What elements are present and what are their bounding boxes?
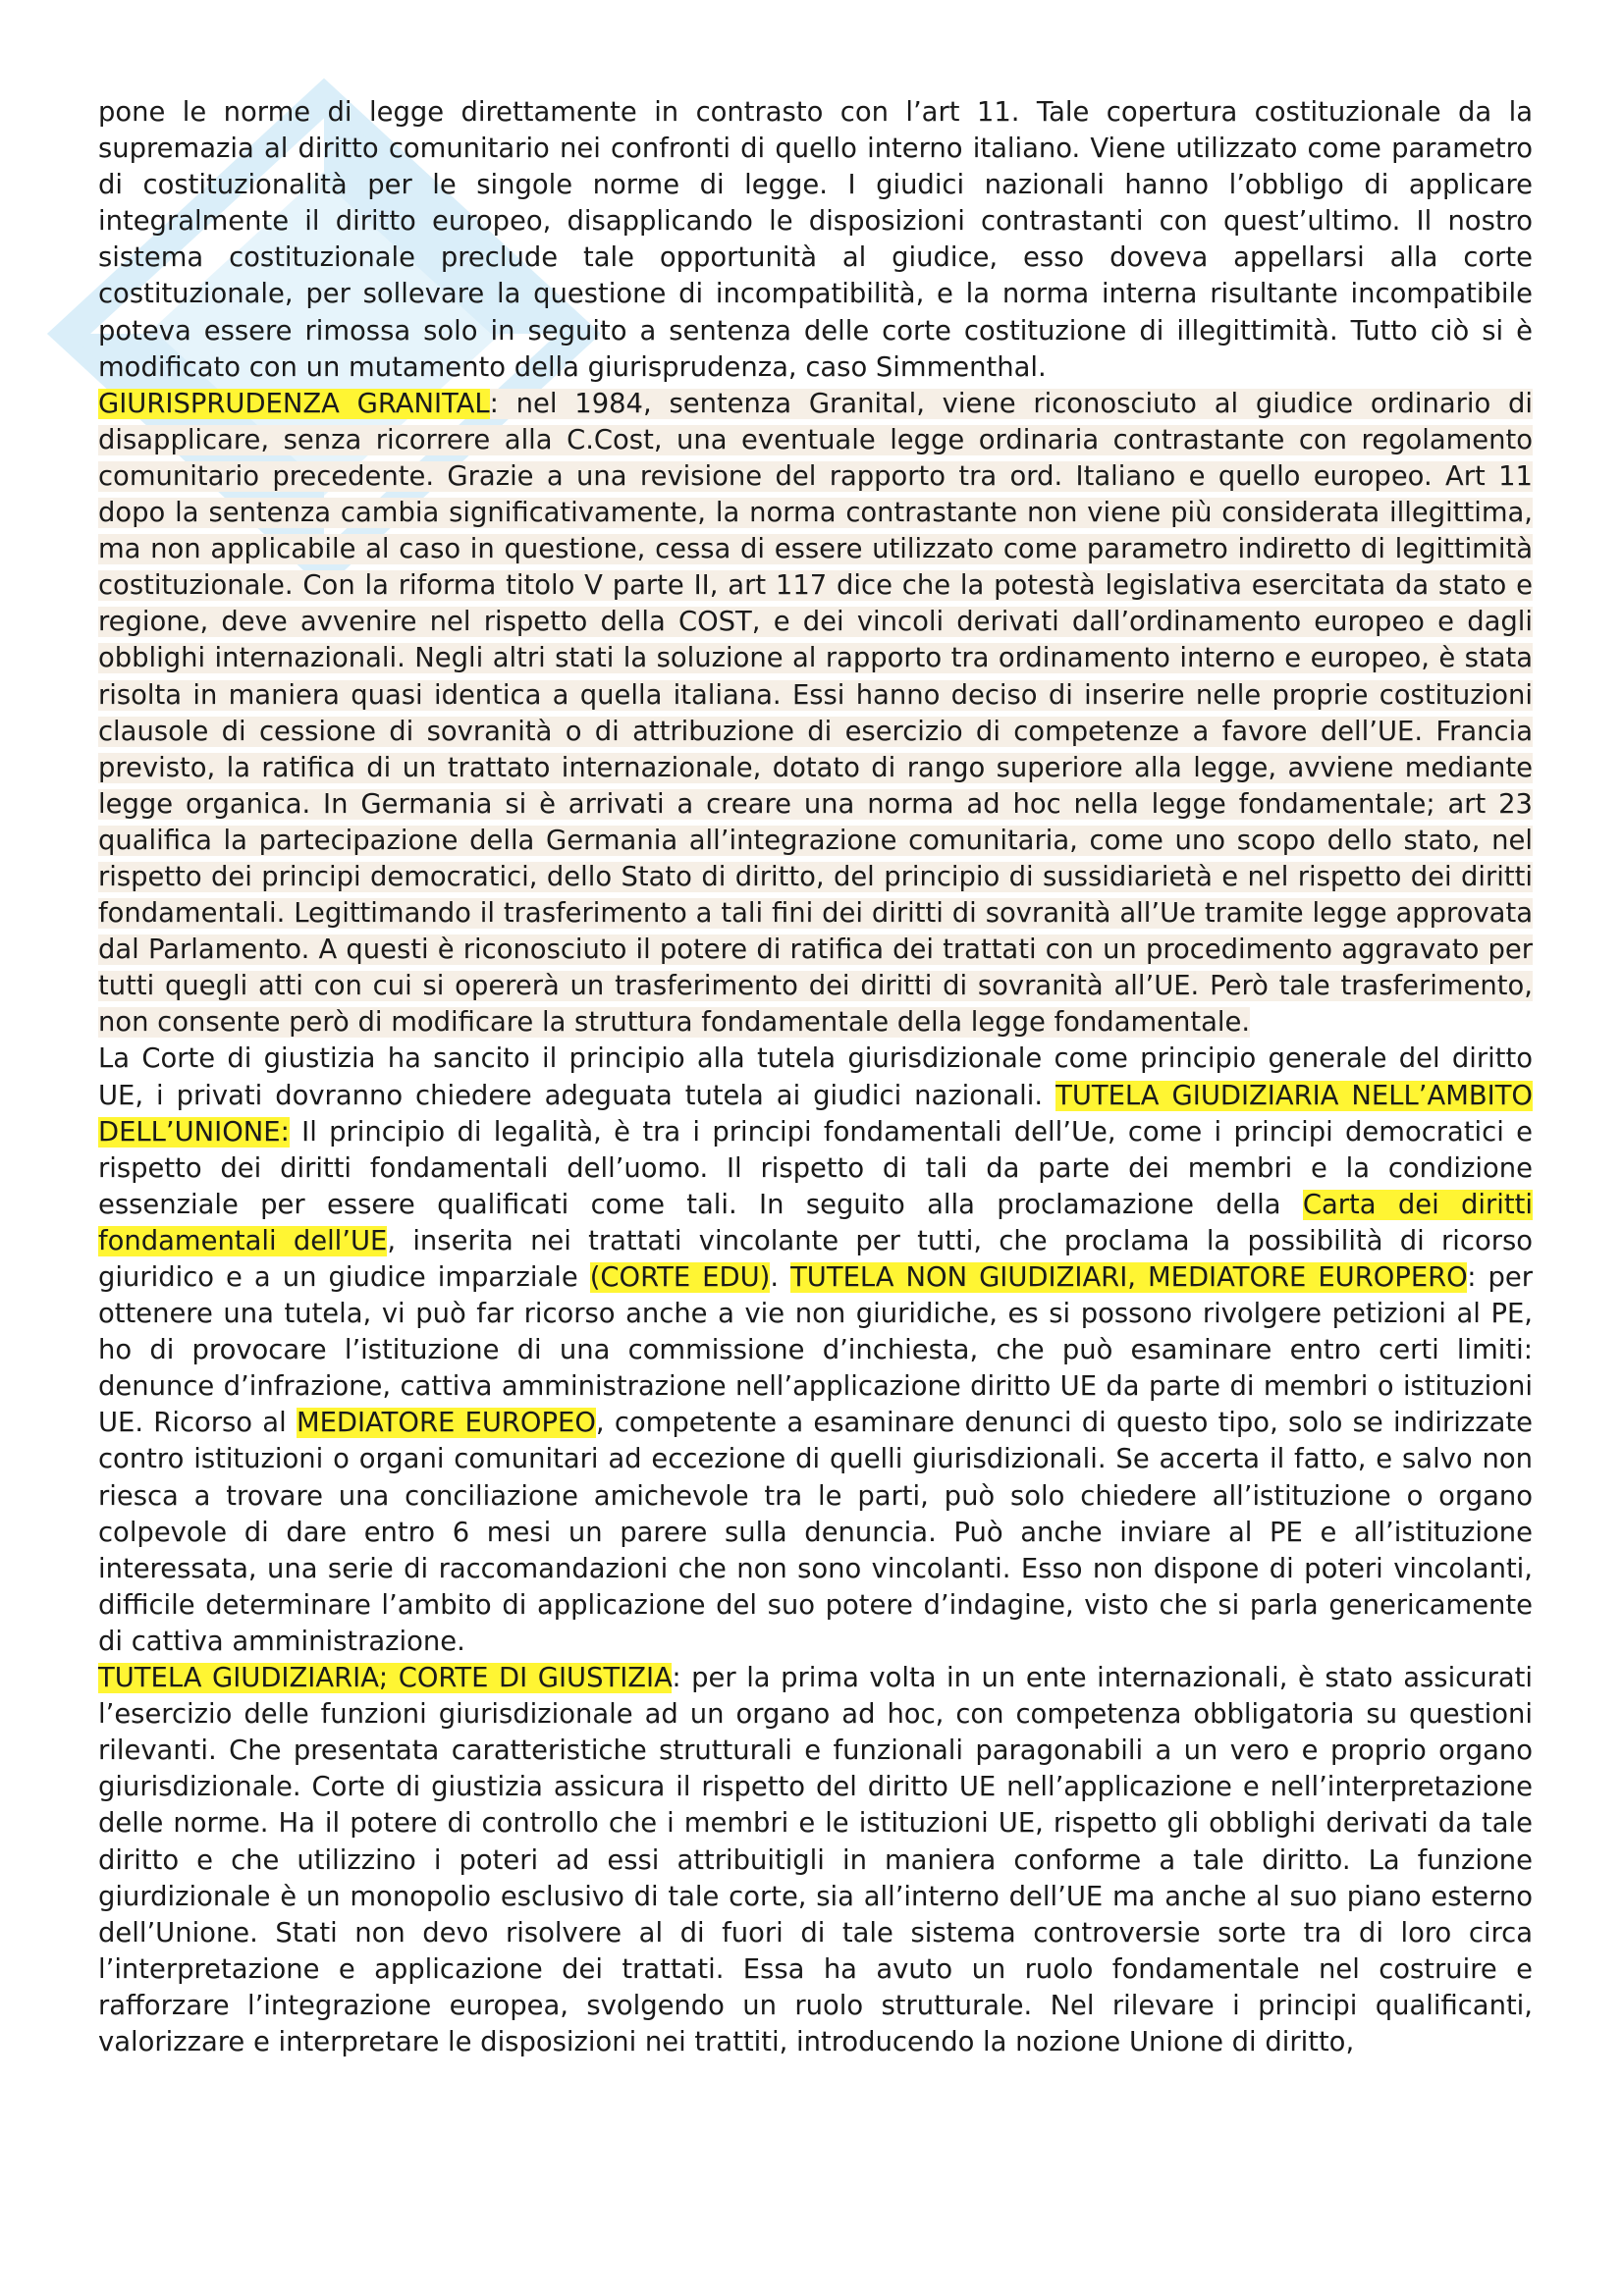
paragraph	[98, 386, 1533, 1041]
text-run: , inserita nei trattati vincolante per tutti, che proclama la possibilità di ricorso giuridico e a un giudice imparziale	[98, 1225, 1534, 1293]
text-run: : per la prima volta in un ente internazionali, è stato assicurati l’esercizio delle funzioni giurisdizionale ad un organo ad hoc, con competenza obbligatoria su questioni rilevanti. Che presentata caratteristiche strutturali e funzionali paragonabili a un vero e proprio organo giurisdizionale. Corte di giustizia assicura il rispetto del diritto UE nell’applicazione e nell’interpretazione delle norme. Ha il potere di controllo che i membri e le istituzioni UE, rispetto gli obblighi derivati da tale diritto e che utilizzino i poteri ad essi attribuitigli in maniera conforme a tale diritto. La funzione giurdizionale è un monopolio esclusivo di tale corte, sia all’interno dell’UE ma anche al suo piano esterno dell’Unione. Stati non devo risolvere al di fuori di tale sistema controversie sorte tra di loro circa l’interpretazione e applicazione dei trattati. Essa ha avuto un ruolo fondamentale nel costruire e rafforzare l’integrazione europea, svolgendo un ruolo strutturale. Nel rilevare i principi qualificanti, valorizzare e interpretare le disposizioni nei trattiti, introducendo la nozione Unione di diritto,	[98, 1663, 1533, 2057]
text-run: : per ottenere una tutela, vi può far ricorso anche a vie non giuridiche, es si possono rivolgere petizioni al PE, ho di provocare l’istituzione di una commissione d’inchiesta, che può esaminare entro certi limiti: denunce d’infrazione, cattiva amministrazione nell’applicazione diritto UE da parte di membri o istituzioni UE. Ricorso al	[98, 1262, 1533, 1439]
highlighted-heading: MEDIATORE EUROPEO	[296, 1408, 596, 1439]
highlighted-passage: : nel 1984, sentenza Granital, viene riconosciuto al giudice ordinario di disapplicare, senza ricorrere alla C.Cost, una eventuale legge ordinaria contrastante con regolamento comunitario precedente. Grazie a una revisione del rapporto tra ord. Italiano e quello europeo. Art 11 dopo la sentenza cambia significativamente, la norma contrastante non viene più considerata illegittima, ma non applicabile al caso in questione, cessa di essere utilizzato come parametro indiretto di legittimità costituzionale. Con la riforma titolo V parte II, art 117 dice che la potestà legislativa esercitata da stato e regione, deve avvenire nel rispetto della COST, e dei vincoli derivati dall’ordinamento europeo e dagli obblighi internazionali. Negli altri stati la soluzione al rapporto tra ordinamento interno e europeo, è stata risolta in maniera quasi identica a quella italiana. Essi hanno deciso di inserire nelle proprie costituzioni clausole di cessione di sovranità o di attribuzione di esercizio di competenze a favore dell’UE. Francia previsto, la ratifica di un trattato internazionale, dotato di rango superiore alla legge, avviene mediante legge organica. In Germania si è arrivati a creare una norma ad hoc nella legge fondamentale; art 23 qualifica la partecipazione della Germania all’integrazione comunitaria, come uno scopo dello stato, nel rispetto dei principi democratici, dello Stato di diritto, del principio di sussidiarietà e nel rispetto dei diritti fondamentali. Legittimando il trasferimento a tali fini dei diritti di sovranità all’Ue tramite legge approvata dal Parlamento. A questi è riconosciuto il potere di ratifica dei trattati con un procedimento aggravato per tutti quegli atti con cui si opererà un trasferimento dei diritti di sovranità all’UE. Però tale trasferimento, non consente però di modificare la struttura fondamentale della legge fondamentale.	[98, 388, 1533, 1039]
document-body	[98, 94, 1533, 2060]
highlighted-heading: TUTELA NON GIUDIZIARI, MEDIATORE EUROPERO	[790, 1262, 1468, 1293]
paragraph	[98, 1041, 1533, 1660]
highlighted-heading: (CORTE EDU)	[589, 1262, 771, 1293]
text-run: Il principio di legalità, è tra i principi fondamentali dell’Ue, come i principi democratici e rispetto dei diritti fondamentali dell’uomo. Il rispetto di tali da parte dei membri e la condizione essenziale per essere qualificati come tali. In seguito alla proclamazione della	[98, 1116, 1533, 1220]
highlighted-heading: TUTELA GIUDIZIARIA; CORTE DI GIUSTIZIA	[98, 1663, 673, 1694]
highlighted-heading: Carta dei diritti fondamentali dell’UE	[98, 1189, 1534, 1256]
text-run: .	[770, 1262, 791, 1293]
highlighted-heading: TUTELA GIUDIZIARIA NELL’AMBITO DELL’UNIONE:	[98, 1080, 1533, 1148]
text-run: , competente a esaminare denunci di questo tipo, solo se indirizzate contro istituzioni o organi comunitari ad eccezione di quelli giurisdizionali. Se accerta il fatto, e salvo non riesca a trovare una conciliazione amichevole tra le parti, può solo chiedere all’istituzione o organo colpevole di dare entro 6 mesi un parere sulla denuncia. Può anche inviare al PE e all’istituzione interessata, una serie di raccomandazioni che non sono vincolanti. Esso non dispone di poteri vincolanti, difficile determinare l’ambito di applicazione del suo potere d’indagine, visto che si parla genericamente di cattiva amministrazione.	[98, 1408, 1533, 1657]
text-run: pone le norme di legge direttamente in contrasto con l’art 11. Tale copertura costituzionale da la supremazia al diritto comunitario nei confronti di quello interno italiano. Viene utilizzato come parametro di costituzionalità per le singole norme di legge. I giudici nazionali hanno l’obbligo di applicare integralmente il diritto europeo, disapplicando le disposizioni contrastanti con quest’ultimo. Il nostro sistema costituzionale preclude tale opportunità al giudice, esso doveva appellarsi alla corte costituzionale, per sollevare la questione di incompatibilità, e la norma interna risultante incompatibile poteva essere rimossa solo in seguito a sentenza delle corte costituzione di illegittimità. Tutto ciò si è modificato con un mutamento della giurisprudenza, caso Simmenthal.	[98, 97, 1533, 383]
highlighted-heading: GIURISPRUDENZA GRANITAL	[98, 388, 490, 419]
paragraph	[98, 94, 1533, 386]
paragraph	[98, 1660, 1533, 2060]
text-run: La Corte di giustizia ha sancito il principio alla tutela giurisdizionale come principio generale del diritto UE, i privati dovranno chiedere adeguata tutela ai giudici nazionali.	[98, 1043, 1533, 1111]
